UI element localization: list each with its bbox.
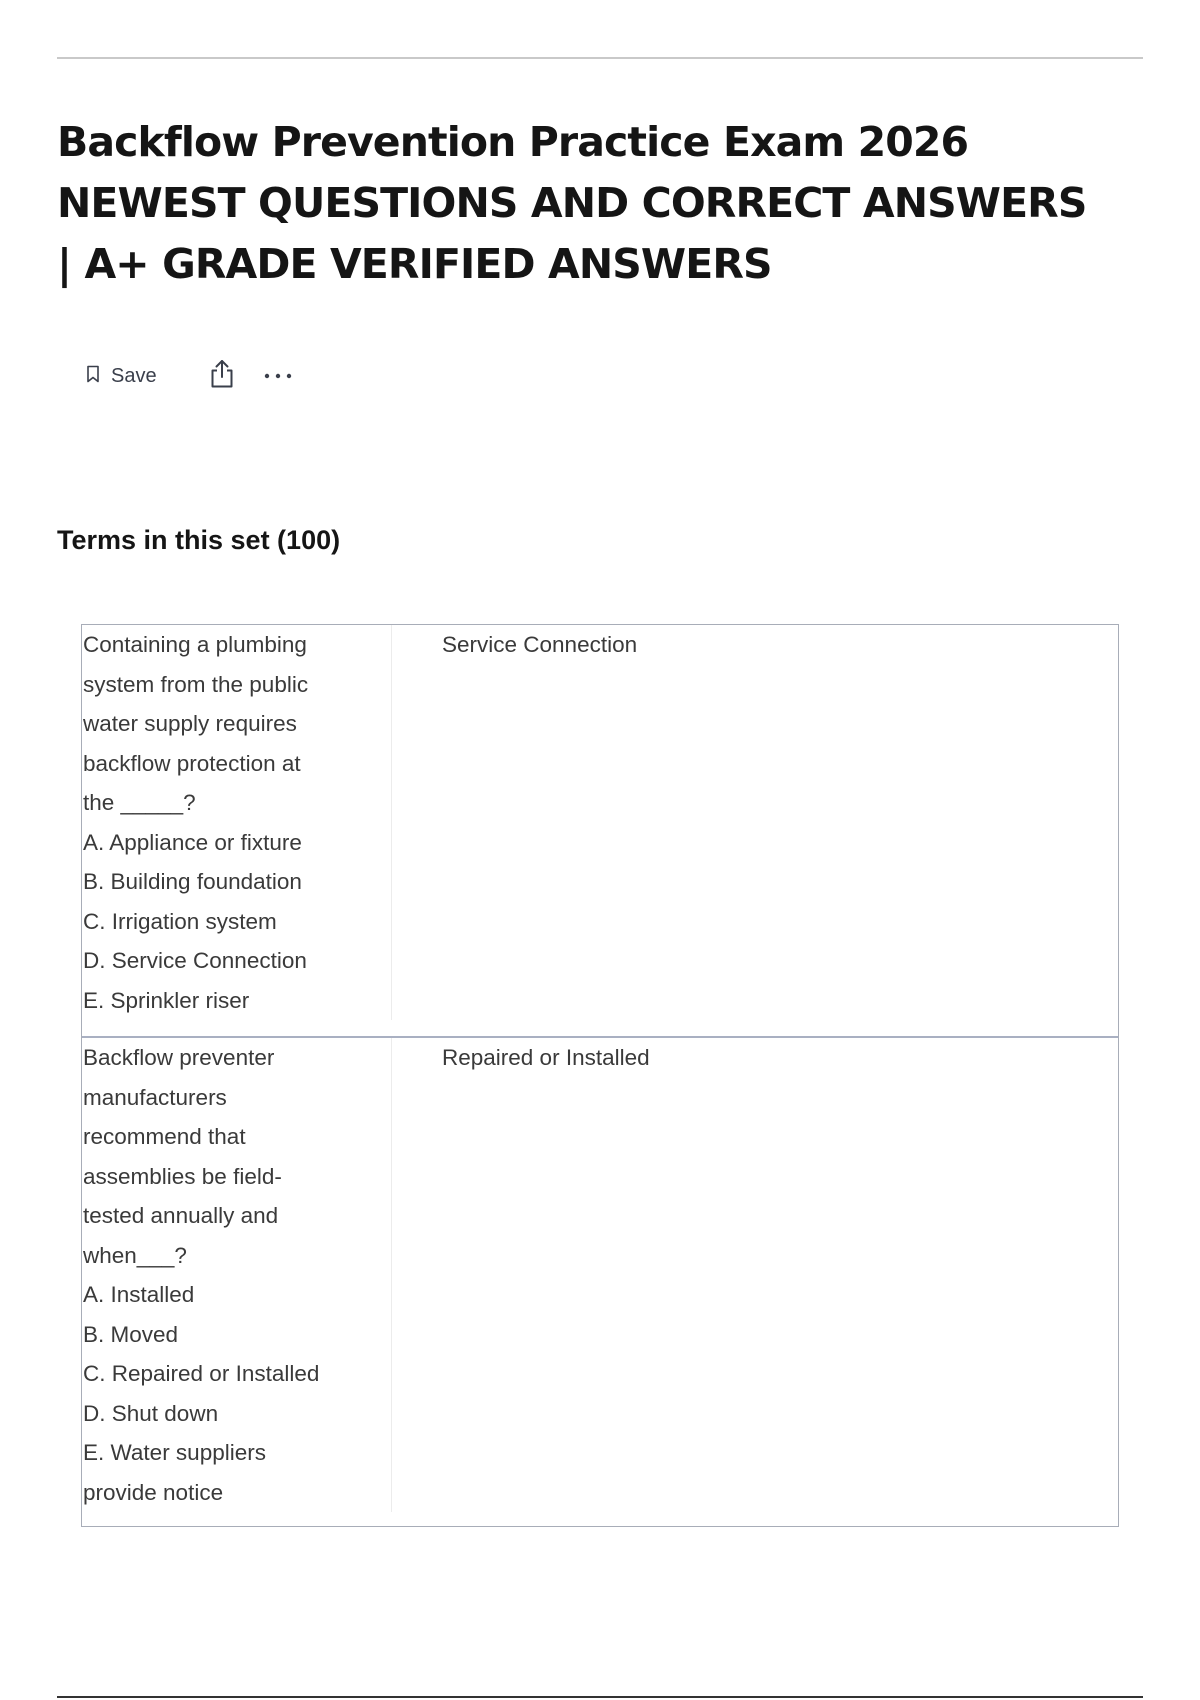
term-line: when___? xyxy=(83,1242,187,1268)
term-line: E. Sprinkler riser xyxy=(83,987,250,1013)
term-line: recommend that xyxy=(83,1124,246,1149)
term-line: the _____? xyxy=(83,790,196,815)
save-button[interactable] xyxy=(86,365,157,388)
term-line: A. Installed xyxy=(83,1282,195,1307)
term-definition: Repaired or Installed xyxy=(442,1045,650,1070)
term-line: C. Repaired or Installed xyxy=(83,1361,320,1386)
share-icon xyxy=(209,359,235,394)
terms-heading: Terms in this set (100) xyxy=(57,525,341,555)
top-divider xyxy=(57,57,1143,59)
term-line: A. Appliance or fixture xyxy=(83,829,302,855)
more-options-button[interactable] xyxy=(263,367,293,385)
term-line: water supply requires xyxy=(83,711,297,736)
term-definition: Service Connection xyxy=(442,632,638,657)
page-title xyxy=(57,112,1167,295)
term-row xyxy=(82,625,1118,1038)
term-line: assemblies be field- xyxy=(83,1163,282,1189)
save-label: Save xyxy=(111,364,157,387)
term-line: E. Water suppliers xyxy=(83,1440,266,1465)
term-line: B. Moved xyxy=(83,1321,179,1347)
term-line: provide notice xyxy=(83,1479,224,1505)
term-line: tested annually and xyxy=(83,1203,279,1228)
more-horizontal-icon xyxy=(263,367,293,385)
term-line: backflow protection at xyxy=(83,750,301,776)
term-question xyxy=(82,625,392,1020)
term-line: system from the public xyxy=(83,671,309,697)
term-line: Backflow preventer xyxy=(83,1045,275,1070)
title-line: NEWEST QUESTIONS AND CORRECT ANSWERS xyxy=(57,179,1087,227)
term-row xyxy=(82,1038,1118,1526)
term-line: D. Shut down xyxy=(83,1400,219,1426)
action-bar xyxy=(86,356,293,396)
term-line: D. Service Connection xyxy=(83,948,307,973)
term-line: Containing a plumbing xyxy=(83,632,307,657)
terms-table xyxy=(81,624,1119,1527)
bookmark-icon xyxy=(86,365,100,388)
term-line: manufacturers xyxy=(83,1084,227,1110)
share-button[interactable] xyxy=(209,359,235,394)
term-line: C. Irrigation system xyxy=(83,908,277,934)
title-line: Backflow Prevention Practice Exam 2026 xyxy=(57,118,969,166)
term-question xyxy=(82,1038,392,1512)
bottom-divider xyxy=(57,1696,1143,1698)
title-line: | A+ GRADE VERIFIED ANSWERS xyxy=(57,240,772,288)
term-line: B. Building foundation xyxy=(83,869,302,894)
